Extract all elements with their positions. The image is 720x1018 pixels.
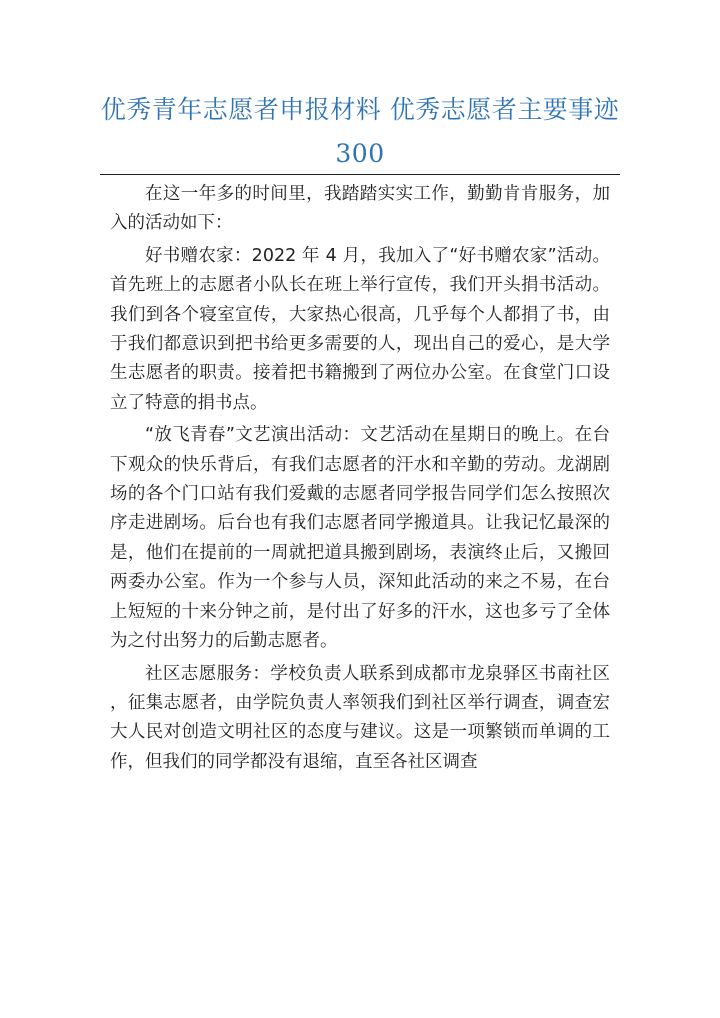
document-title: 优秀青年志愿者申报材料 优秀志愿者主要事迹 300: [100, 95, 620, 168]
document-body: [110, 180, 610, 777]
paragraph-art-performance: “放飞青春”文艺演出活动：文艺活动在星期日的晚上。在台下观众的快乐背后，有我们志愿者的汗水和辛勤的劳动。龙湖剧场的各个门口站有我们爱戴的志愿者同学报告同学们怎么按照次序走进剧场。后台也有我们志愿者同学搬道具。让我记忆最深的是，他们在提前的一周就把道具搬到剧场，表演终止后，又搬回两委办公室。作为一个参与人员，深知此活动的来之不易，在台上短短的十来分钟之前，是付出了好多的汗水，这也多亏了全体为之付出努力的后勤志愿者。: [110, 425, 610, 652]
paragraph-community-service: 社区志愿服务：学校负责人联系到成都市龙泉驿区书南社区，征集志愿者，由学院负责人率领我们到社区举行调查，调查宏大人民对创造文明社区的态度与建议。这是一项繁锁而单调的工作，但我们的同学都没有退缩，直至各社区调查: [110, 663, 610, 772]
paragraph-book-donation: 好书赠农家：2022 年 4 月，我加入了“好书赠农家”活动。首先班上的志愿者小队长在班上举行宣传，我们开头捐书活动。我们到各个寝室宣传，大家热心很高，几乎每个人都捐了书，由于我们都意识到把书给更多需要的人，现出自己的爱心，是大学生志愿者的职责。接着把书籍搬到了两位办公室。在食堂门口设立了特意的捐书点。: [110, 245, 610, 413]
paragraph-intro: 在这一年多的时间里，我踏踏实实工作，勤勤肯肯服务，加入的活动如下：: [110, 184, 610, 234]
title-divider: [100, 174, 620, 175]
